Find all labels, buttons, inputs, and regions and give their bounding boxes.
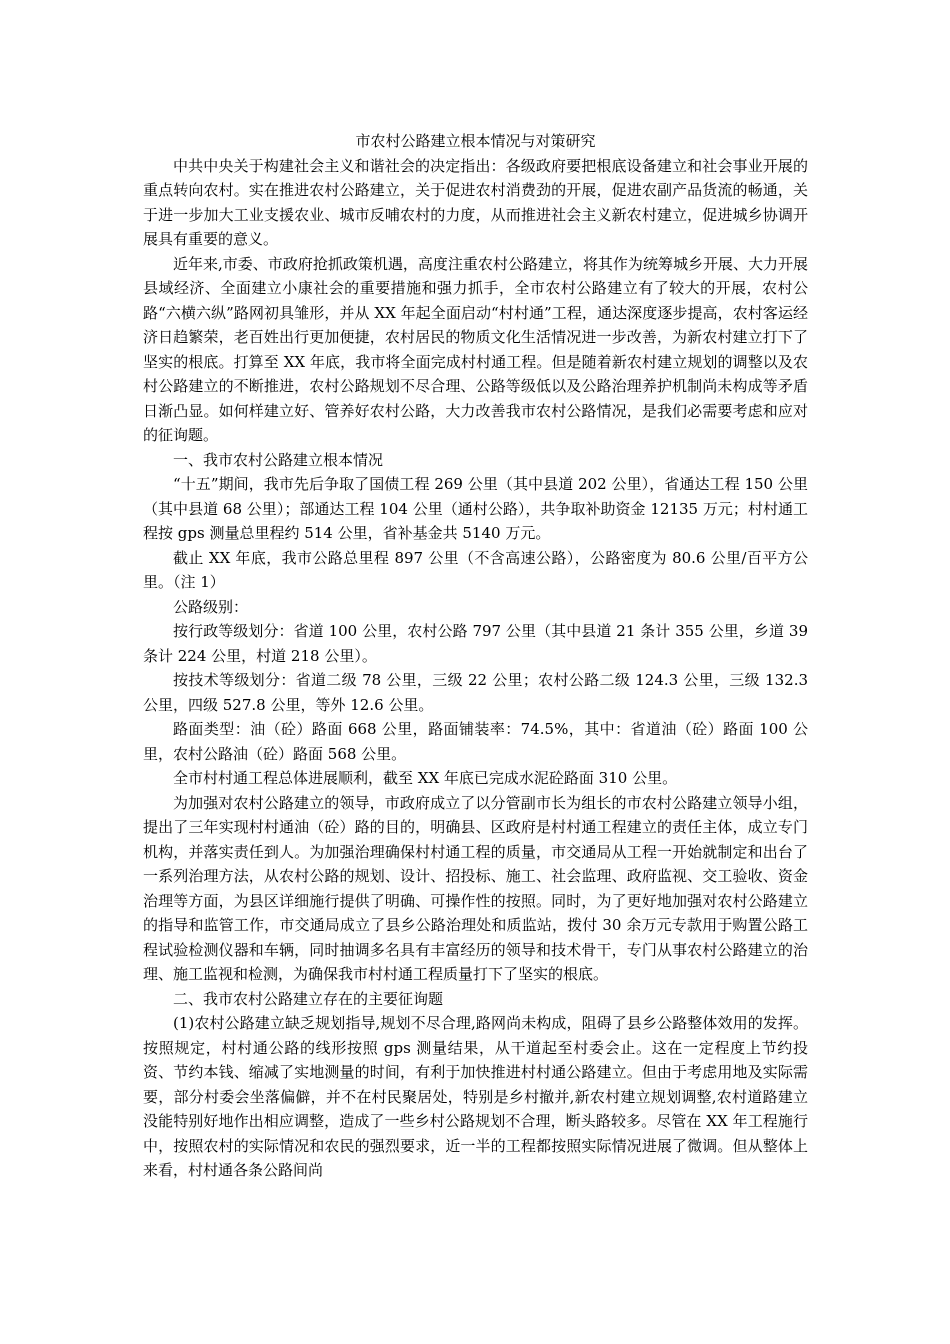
section-heading-2: 二、我市农村公路建立存在的主要征询题 bbox=[173, 989, 444, 1008]
paragraph-recent-years: 近年来,市委、市政府抢抓政策机遇，高度注重农村公路建立，将其作为统筹城乡开展、大力开展县域经济、全面建立小康社会的重要措施和强力抓手，全市农村公路建立有了较大的开展，农村公路“六横六纵”路网初具雏形，并从 XX 年起全面启动“村村通”工程，通达深度逐步提高，农村客运经济日趋繁荣，老百姓出行更加便捷，农村居民的物质文化生活情况进一步改善，为新农村建立打下了坚实的根底。打算至 XX 年底，我市将全面完成村村通工程。但是随着新农村建立规划的调整以及农村公路建立的不断推进，农村公路规划不尽合理、公路等级低以及公路治理养护机制尚未构成等矛盾日渐凸显。如何样建立好、管养好农村公路，大力改善我市农村公路情况，是我们必需要考虑和应对的征询题。 bbox=[143, 254, 808, 444]
paragraph-progress: 全市村村通工程总体进展顺利，截至 XX 年底已完成水泥砼路面 310 公里。 bbox=[173, 769, 678, 787]
paragraph-tenth-five-year: “十五”期间，我市先后争取了国债工程 269 公里（其中县道 202 公里），省通达工程 150 公里（其中县道 68 公里）；部通达工程 104 公里（通村公路），共争取补助资金 12135 万元；村村通工程按 gps 测量总里程约 514 公里，省补基金共 5140 万元。 bbox=[143, 475, 809, 542]
paragraph-total-mileage: 截止 XX 年底，我市公路总里程 897 公里（不含高速公路），公路密度为 80.6 公里/百平方公里。（注 1） bbox=[143, 548, 808, 591]
paragraph-leadership: 为加强对农村公路建立的领导，市政府成立了以分管副市长为组长的市农村公路建立领导小组，提出了三年实现村村通油（砼）路的目的，明确县、区政府是村村通工程建立的责任主体，成立专门机构，并落实责任到人。为加强治理确保村村通工程的质量，市交通局从工程一开始就制定和出台了一系列治理方法，从农村公路的规划、设计、招投标、施工、社会监理、政府监视、交工验收、资金治理等方面，为县区详细施行提供了明确、可操作性的按照。同时，为了更好地加强对农村公路建立的指导和监管工作，市交通局成立了县乡公路治理处和质监站，拨付 30 余万元专款用于购置公路工程试验检测仪器和车辆，同时抽调多名具有丰富经历的领导和技术骨干，专门从事农村公路建立的治理、施工监视和检测，为确保我市村村通工程质量打下了坚实的根底。 bbox=[143, 793, 808, 983]
paragraph-intro: 中共中央关于构建社会主义和谐社会的决定指出：各级政府要把根底设备建立和社会事业开展的重点转向农村。实在推进农村公路建立，关于促进农村消费劲的开展，促进农副产品货流的畅通，关于进一步加大工业支援农业、城市反哺农村的力度，从而推进社会主义新农村建立，促进城乡协调开展具有重要的意义。 bbox=[143, 156, 808, 248]
paragraph-problem-1: (1)农村公路建立缺乏规划指导,规划不尽合理,路网尚未构成，阻碍了县乡公路整体效用的发挥。按照规定，村村通公路的线形按照 gps 测量结果，从干道起至村委会止。这在一定程度上节约投资、节约本钱、缩减了实地测量的时间，有利于加快推进村村通公路建立。但由于考虑用地及实际需要，部分村委会坐落偏僻，并不在村民聚居处，特别是乡村撤并,新农村建立规划调整,农村道路建立没能特别好地作出相应调整，造成了一些乡村公路规划不合理，断头路较多。尽管在 XX 年工程施行中，按照农村的实际情况和农民的强烈要求，近一半的工程都按照实际情况进展了微调。但从整体上来看，村村通各条公路间尚 bbox=[143, 1014, 808, 1179]
paragraph-tech-level: 按技术等级划分：省道二级 78 公里，三级 22 公里；农村公路二级 124.3 公里，三级 132.3 公里，四级 527.8 公里，等外 12.6 公里。 bbox=[143, 671, 808, 714]
document-title: 市农村公路建立根本情况与对策研究 bbox=[355, 132, 596, 150]
paragraph-road-level-label: 公路级别： bbox=[173, 597, 249, 616]
document-page bbox=[143, 129, 808, 1183]
paragraph-admin-level: 按行政等级划分：省道 100 公里，农村公路 797 公里（其中县道 21 条计 355 公里，乡道 39 条计 224 公里，村道 218 公里）。 bbox=[143, 622, 808, 665]
section-heading-1: 一、我市农村公路建立根本情况 bbox=[173, 450, 384, 469]
paragraph-pavement-type: 路面类型：油（砼）路面 668 公里，路面铺装率：74.5%，其中：省道油（砼）路面 100 公里，农村公路油（砼）路面 568 公里。 bbox=[143, 720, 808, 763]
